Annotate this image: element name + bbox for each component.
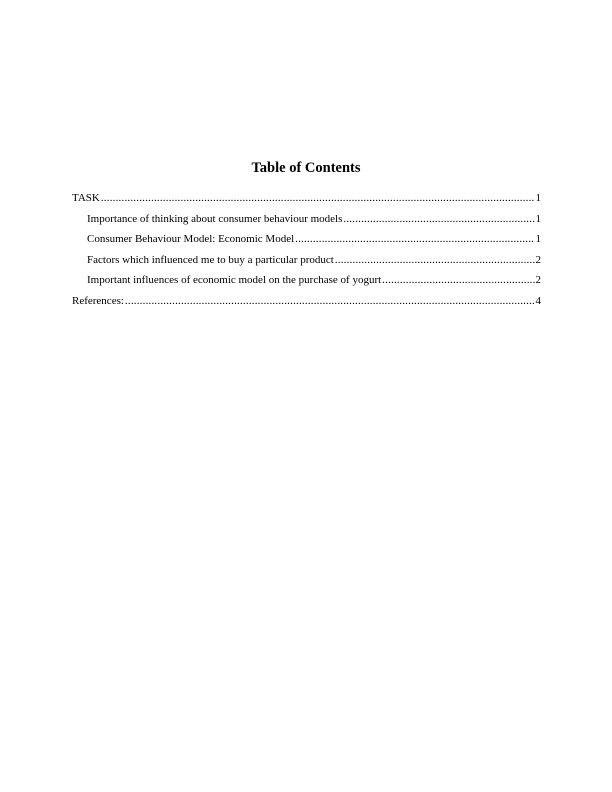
toc-entry-label: Important influences of economic model on the purchase of yogurt (87, 274, 382, 287)
toc-dot-leader (295, 232, 534, 246)
toc-entry-label: Importance of thinking about consumer behaviour models (87, 212, 343, 225)
toc-entry-label: Factors which influenced me to buy a particular product (87, 253, 334, 266)
toc-entry-label: Consumer Behaviour Model: Economic Model (87, 233, 295, 246)
toc-page-number: 2 (535, 274, 541, 287)
toc-entry-factors[interactable] (72, 253, 541, 274)
toc-page-number: 4 (535, 294, 541, 307)
toc-title: Table of Contents (251, 160, 361, 176)
toc-entry-label: References: (72, 294, 124, 307)
toc-dot-leader (101, 191, 535, 205)
toc-entry-label: TASK (72, 192, 100, 204)
toc-dot-leader (382, 273, 534, 287)
toc-entry-influences[interactable] (72, 273, 541, 294)
toc-entry-economic-model[interactable] (72, 232, 541, 253)
toc-entry-importance[interactable] (72, 212, 541, 233)
toc-page-number: 1 (535, 233, 541, 246)
toc-list (72, 191, 541, 315)
toc-entry-references[interactable] (72, 294, 541, 315)
toc-entry-task[interactable] (72, 191, 541, 212)
toc-page-number: 1 (535, 212, 541, 225)
toc-dot-leader (125, 294, 535, 308)
toc-dot-leader (335, 253, 535, 267)
toc-dot-leader (343, 212, 534, 226)
toc-page-number: 2 (535, 253, 541, 266)
toc-page-number: 1 (535, 192, 541, 204)
